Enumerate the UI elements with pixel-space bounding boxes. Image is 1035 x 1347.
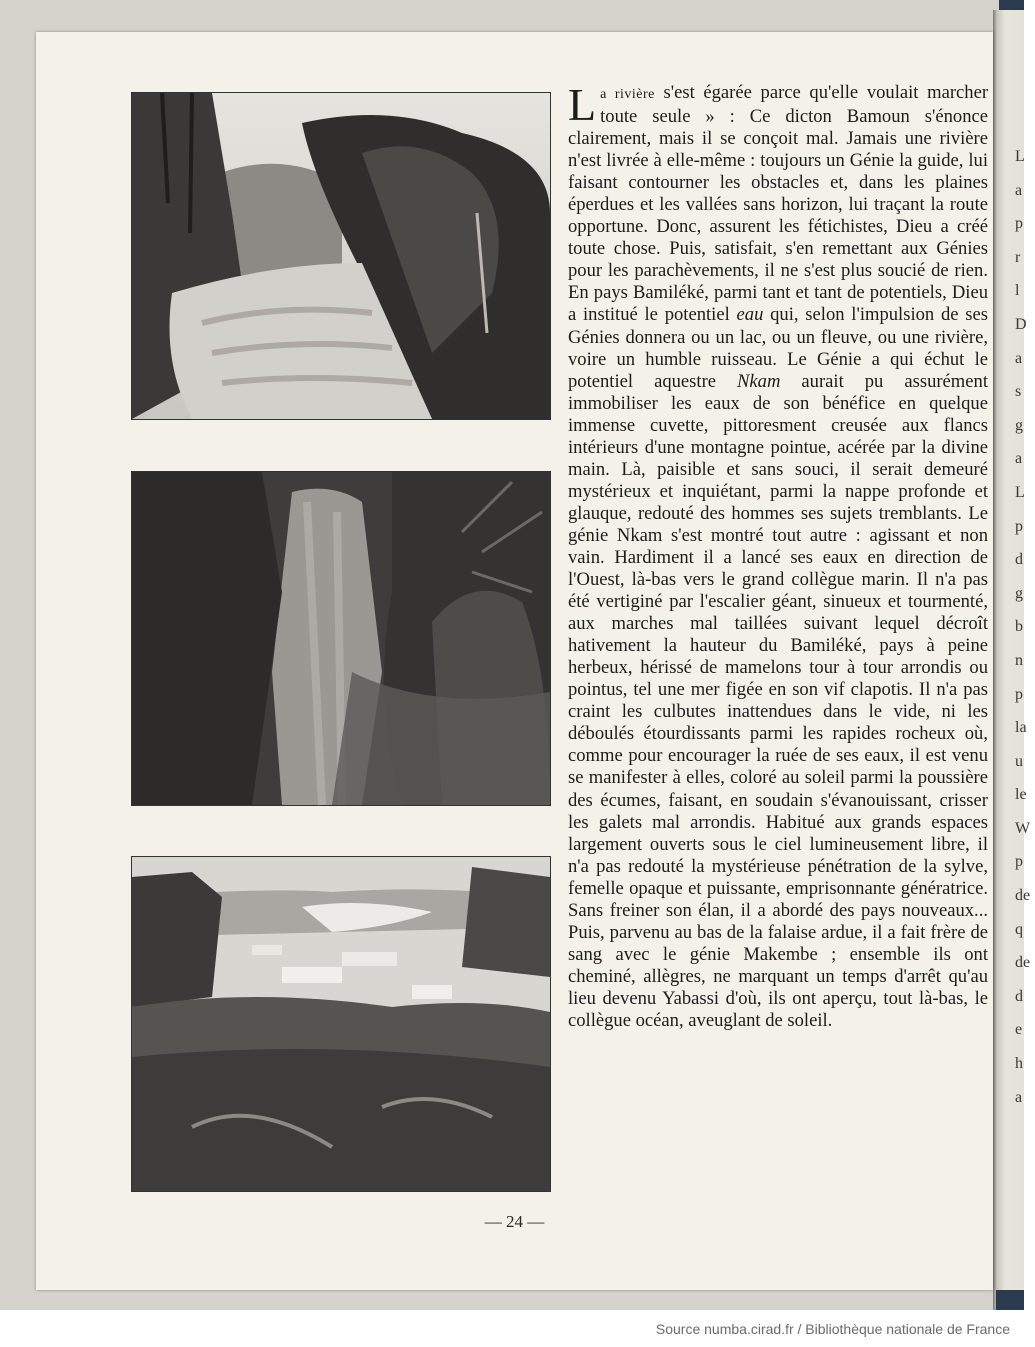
next-page-edge-glyph: L — [1015, 483, 1025, 501]
next-page-edge-glyph: u — [1015, 752, 1023, 770]
next-page-edge-glyph: q — [1015, 920, 1023, 938]
next-page-edge-glyph: de — [1015, 954, 1031, 972]
next-page-edge-glyph: d — [1015, 551, 1023, 569]
page-number: — 24 — — [484, 1212, 545, 1231]
body-text-3: aurait pu assurément immobiliser les eaux de son bénéfice en quelque immense cuvette, pittoresment creusée aux flancs intérieurs d'une montagne pointue, acérée par la divine main. Là, paisible et sans souci, il serait demeuré mystérieux et inquiétant, parmi la nappe profonde et glauque, redouté des hommes ses sujets tremblants. Le génie Nkam s'est montré tout autre : agissant et non vain. Hardiment il a lancé ses eaux en direction de l'Ouest, là-bas vers le grand collègue marin. Il n'a pas été vertiginé par l'escalier géant, sinueux et tourmenté, aux marches mal taillées suivant lequel décroît hativement la hauteur du Bamiléké, pays à peine herbeux, hérissé de mamelons tour à tour arrondis ou pointus, tel une mer figée en son vif clapotis. Il n'a pas craint les culbutes inattendues dans le vide, ni les déboulés étourdissants parmi les rapides rocheux où, comme pour encourager la ruée de ses eaux, il est venu se manifester à elles, coloré au soleil parmi la poussière des écumes, faisant, en soudain s'évanouissant, crisser les galets mal arrondis. Habitué aux grands espaces largement ouverts sous le ciel lumineusement libre, il n'a pas redouté la mystérieuse pénétration de la sylve, femelle opaque et puissante, emprisonnante génératrice. Sans freiner son élan, il a abordé des pays nouveaux... Puis, parvenu au bas de la falaise ardue, il a fait frère de sang avec le génie Makembe ; ensemble ils ont cheminé, allègres, ne marquant un temps d'arrêt qu'au lieu devenu Yabassi d'où, ils ont aperçu, tout là-bas, le collègue océan, aveuglant de soleil. — [568, 370, 988, 1031]
next-page-edge-glyph: le — [1015, 786, 1027, 804]
next-page-edge-glyph: r — [1015, 248, 1021, 266]
book-page — [36, 32, 993, 1290]
next-page-edge-glyph: p — [1015, 215, 1023, 233]
next-page-edge-glyph: p — [1015, 517, 1023, 535]
article-paragraph — [568, 79, 989, 1032]
next-page-edge — [993, 10, 1031, 1310]
next-page-edge-glyph: n — [1015, 651, 1023, 669]
photo-river-rapids — [131, 92, 551, 420]
next-page-edge-glyph: a — [1015, 1088, 1023, 1106]
next-page-edge-glyph: la — [1015, 719, 1027, 737]
source-attribution: Source numba.cirad.fr / Bibliothèque nationale de France — [655, 1321, 1010, 1337]
next-page-edge-text — [1015, 140, 1035, 1114]
next-page-edge-glyph: p — [1015, 853, 1023, 871]
next-page-edge-glyph: h — [1015, 1055, 1023, 1073]
next-page-edge-glyph: p — [1015, 685, 1023, 703]
italic-eau: eau — [736, 304, 764, 326]
next-page-edge-glyph: s — [1015, 383, 1022, 401]
photo-waterfall-gorge — [131, 471, 551, 806]
next-page-edge-glyph: a — [1015, 181, 1023, 199]
next-page-edge-glyph: b — [1015, 618, 1023, 636]
next-page-edge-glyph: D — [1015, 315, 1027, 333]
next-page-edge-glyph: e — [1015, 1021, 1023, 1039]
next-page-edge-glyph: g — [1015, 416, 1023, 434]
next-page-edge-glyph: a — [1015, 349, 1023, 367]
next-page-edge-glyph: a — [1015, 450, 1023, 468]
lead-smallcaps: a rivière — [600, 87, 655, 102]
next-page-edge-glyph: de — [1015, 887, 1031, 905]
next-page-edge-glyph: W — [1015, 819, 1031, 837]
next-page-edge-glyph: g — [1015, 584, 1023, 602]
photo-town-riverside — [131, 856, 551, 1192]
drop-cap: L — [568, 79, 597, 130]
next-page-edge-glyph: d — [1015, 987, 1023, 1005]
article-text — [568, 79, 989, 1032]
italic-nkam: Nkam — [737, 370, 781, 392]
binding-band-bottom — [996, 1290, 1024, 1310]
next-page-edge-glyph: l — [1015, 282, 1020, 300]
next-page-edge-glyph: L — [1015, 148, 1025, 165]
body-text-1: s'est égarée parce qu'elle voulait marcher toute seule » : Ce dicton Bamoun s'énonce clairement, mais il se conçoit mal. Jamais une rivière n'est livrée à elle-même : toujours un Génie la guide, lui faisant contourner les obstacles et, dans les plaines éperdues et les vallées sans horizon, lui traçant la route opportune. Donc, assurent les fétichistes, Dieu a créé toute chose. Puis, satisfait, s'en remettant aux Génies pour les parachèvements, il ne s'est plus soucié de rien. En pays Bamiléké, parmi tant et tant de potentiels, Dieu a institué le potentiel — [568, 82, 989, 326]
body-text-2: qui, selon l'impulsion de ses Génies donnera ou un lac, ou un fleuve, ou une rivière, voire un humble ruisseau. Le Génie a qui échut le potentiel aquestre — [568, 304, 988, 392]
